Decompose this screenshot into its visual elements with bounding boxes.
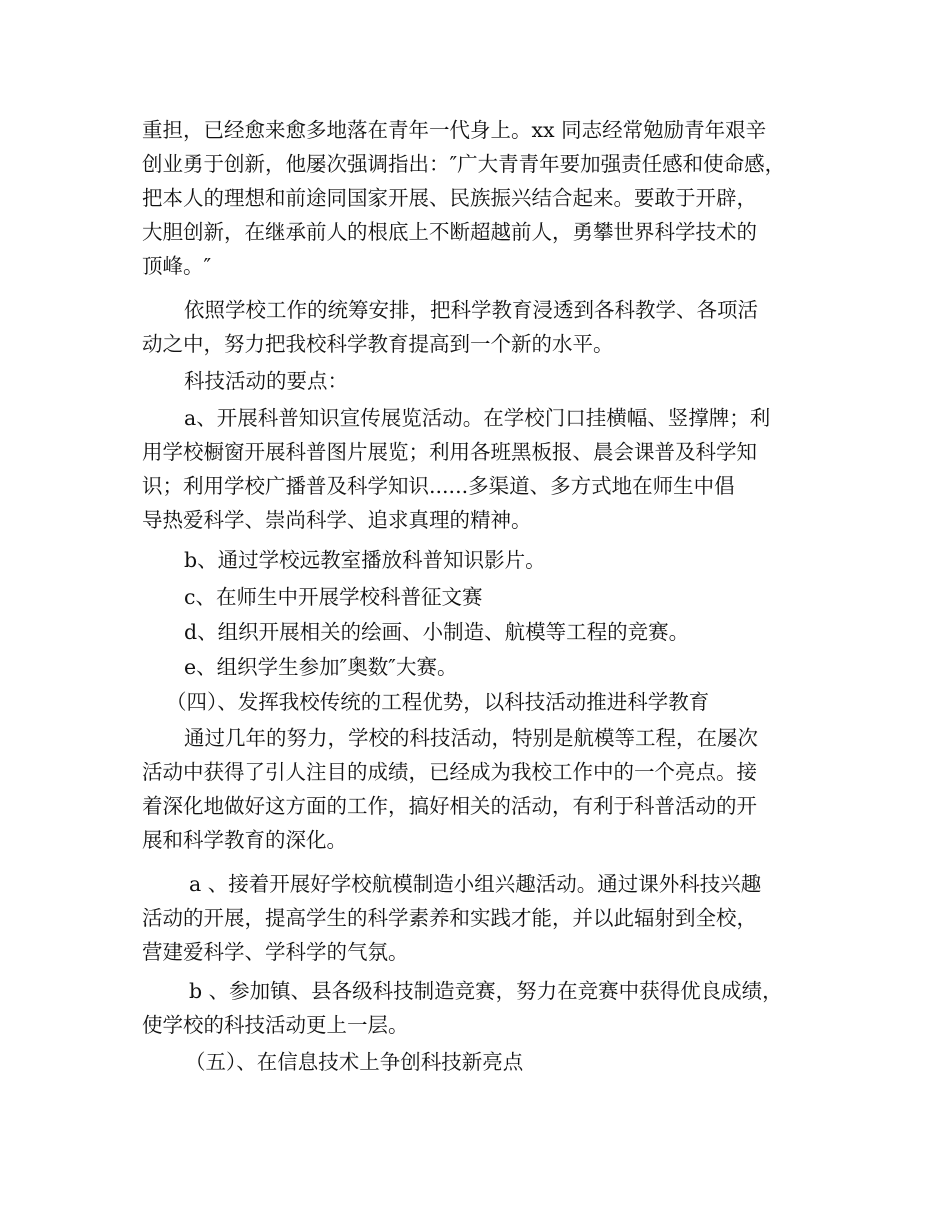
list-item-line: e、组织学生参加″奥数″大赛。 [184, 655, 458, 679]
list-item-line: b、通过学校远教室播放科普知识影片。 [184, 548, 546, 572]
list-item-line: 活动的开展，提高学生的科学素养和实践才能，并以此辐射到全校， [142, 906, 757, 930]
paragraph-line: 大胆创新，在继承前人的根底上不断超越前人，勇攀世界科学技术的 [142, 220, 757, 244]
paragraph-line: 着深化地做好这方面的工作，搞好相关的活动，有利于科普活动的开 [142, 794, 757, 818]
list-item-line: d、组织开展相关的绘画、小制造、航模等工程的竞赛。 [184, 620, 690, 644]
paragraph-line: 通过几年的努力，学校的科技活动，特别是航模等工程，在屡次 [184, 726, 758, 750]
paragraph-line: 创业勇于创新，他屡次强调指出：″广大青青年要加强责任感和使命感， [142, 152, 786, 176]
paragraph-line: 顶峰。″ [142, 254, 212, 278]
list-item-line: c、在师生中开展学校科普征文赛 [184, 585, 483, 609]
list-item-line: a 、接着开展好学校航模制造小组兴趣活动。通过课外科技兴趣 [189, 872, 762, 896]
paragraph-line: 重担，已经愈来愈多地落在青年一代身上。xx 同志经常勉励青年艰辛 [142, 118, 767, 142]
section-heading: （五）、在信息技术上争创科技新亮点 [185, 1050, 524, 1074]
list-item-line: 使学校的科技活动更上一层。 [142, 1013, 409, 1037]
paragraph-line: 动之中，努力把我校科学教育提高到一个新的水平。 [142, 332, 614, 356]
paragraph-line: 展和科学教育的深化。 [142, 828, 347, 852]
list-item-line: b 、参加镇、县各级科技制造竞赛，努力在竞赛中获得优良成绩， [189, 979, 783, 1003]
section-heading: （四）、发挥我校传统的工程优势，以科技活动推进科学教育 [166, 690, 710, 714]
paragraph-line: 把本人的理想和前途同国家开展、民族振兴结合起来。要敢于开辟， [142, 186, 757, 210]
paragraph-line: 依照学校工作的统筹安排，把科学教育浸透到各科教学、各项活 [184, 298, 758, 322]
section-heading: 科技活动的要点： [184, 369, 348, 393]
list-item-line: 识；利用学校广播普及科学知识......多渠道、多方式地在师生中倡 [142, 474, 735, 498]
list-item-line: 导热爱科学、崇尚科学、追求真理的精神。 [142, 508, 532, 532]
list-item-line: 用学校橱窗开展科普图片展览；利用各班黑板报、晨会课普及科学知 [142, 440, 757, 464]
list-item-line: 营建爱科学、学科学的气氛。 [142, 940, 409, 964]
list-item-line: a、开展科普知识宣传展览活动。在学校门口挂横幅、竖撑牌；利 [184, 406, 771, 430]
paragraph-line: 活动中获得了引人注目的成绩，已经成为我校工作中的一个亮点。接 [142, 760, 757, 784]
